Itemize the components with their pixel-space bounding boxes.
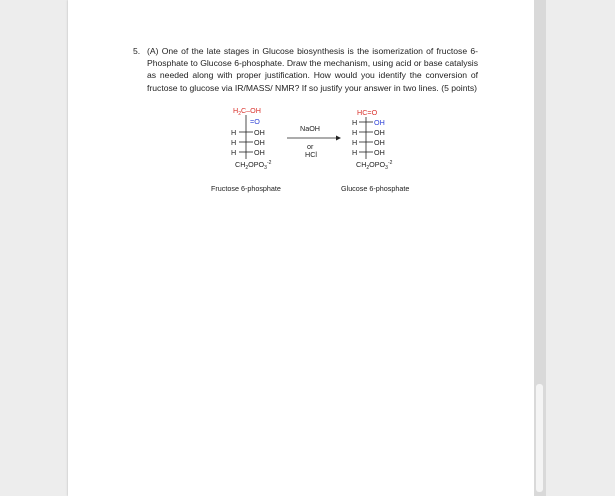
fructose-structure	[231, 106, 272, 171]
fructose-h-row1: H	[231, 128, 237, 137]
glucose-structure	[352, 108, 393, 171]
reaction-arrow-head	[336, 136, 341, 141]
glucose-oh-row4: OH	[374, 148, 385, 157]
glucose-h-row4: H	[352, 148, 358, 157]
fructose-label: Fructose 6-phosphate	[211, 184, 281, 193]
fructose-oh-row1: OH	[254, 128, 265, 137]
glucose-h-row1: H	[352, 118, 358, 127]
fructose-h-row2: H	[231, 138, 237, 147]
glucose-aldehyde: HC=O	[357, 108, 378, 117]
question-text: (A) One of the late stages in Glucose biosynthesis is the isomerization of fructose 6-Phosphate to Glucose 6-phosphate. Draw the mechanism, using acid or base catalysis as needed along with proper justification. How would you identify the conversion of fructose to glucose via IR/MASS/ NMR? If so justify your answer in two lines. (5 points)	[147, 46, 478, 93]
glucose-label: Glucose 6-phosphate	[341, 184, 410, 193]
glucose-oh-row1: OH	[374, 118, 385, 127]
reaction-arrow-group	[287, 124, 341, 159]
glucose-oh-row3: OH	[374, 138, 385, 147]
glucose-oh-row2: OH	[374, 128, 385, 137]
fructose-oh-row2: OH	[254, 138, 265, 147]
fructose-oh-row3: OH	[254, 148, 265, 157]
fructose-phosphate-group: $CH_2OPO_3^{-2}$	[235, 160, 272, 171]
glucose-h-row3: H	[352, 138, 358, 147]
question-number: 5.	[133, 46, 141, 56]
fructose-h-row3: H	[231, 148, 237, 157]
reagent-hcl: HCl	[305, 150, 317, 159]
fructose-c1-group: $H_2C-OH$	[233, 106, 261, 117]
reagent-naoh: NaOH	[300, 124, 320, 133]
glucose-h-row2: H	[352, 128, 358, 137]
fructose-carbonyl: =O	[250, 117, 260, 126]
glucose-phosphate-group: $CH_2OPO_3^{-2}$	[356, 160, 393, 171]
reagent-or: or	[307, 142, 314, 151]
